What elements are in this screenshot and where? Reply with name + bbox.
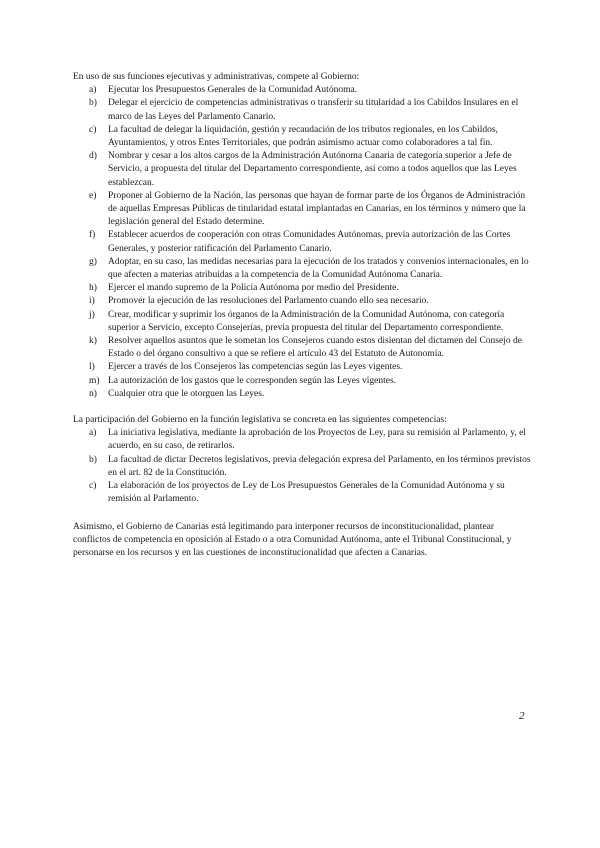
list-item-text: Resolver aquellos asuntos que le sometan los Consejeros cuando estos disientan del dictamen del Consejo de Estado o del órgano consultivo a que se refiere el artículo 43 del Estatuto de Autonomía. <box>108 336 522 360</box>
list-marker: h) <box>89 283 97 294</box>
section-2-intro: La participación del Gobierno en la función legislativa se concreta en las siguientes competencias: <box>73 415 447 426</box>
list-marker: b) <box>89 454 97 465</box>
list-item <box>73 388 533 401</box>
closing-paragraph: Asimismo, el Gobierno de Canarias está legitimando para interponer recursos de inconstitucionalidad, plantear conflictos de competencia en oposición al Estado o a otra Comunidad Autónoma, ante el Tribunal Constitucional, y personarse en los recursos y en las cuestiones de inconstitucionalidad que afecten a Canarias. <box>73 521 512 558</box>
list-item-text: La elaboración de los proyectos de Ley de Los Presupuestos Generales de la Comunidad Autónoma y su remisión al Parlamento. <box>108 481 505 505</box>
list-item-text: Ejecutar los Presupuestos Generales de la Comunidad Autónoma. <box>108 85 358 96</box>
list-marker: c) <box>89 481 97 492</box>
section-1-list <box>73 84 533 401</box>
list-item <box>73 256 533 282</box>
list-item-text: Cualquier otra que le otorguen las Leyes. <box>108 388 265 399</box>
list-item <box>73 229 533 255</box>
list-item <box>73 190 533 230</box>
list-item <box>73 361 533 374</box>
list-marker: b) <box>89 98 97 109</box>
list-marker: k) <box>89 336 97 347</box>
list-item-text: Adoptar, en su caso, las medidas necesarias para la ejecución de los tratados y convenios internacionales, en lo que afecten a materias atribuidas a la competencia de la Comunidad Autónoma Canaria. <box>108 256 529 281</box>
list-item <box>73 97 533 123</box>
list-item-text: La facultad de delegar la liquidación, gestión y recaudación de los tributos regionales, en los Cabildos, Ayuntamientos, y otros Entes Territoriales, que podrán asimismo actuar como colaboradores a tal fin. <box>108 124 498 149</box>
list-item <box>73 375 533 388</box>
list-item <box>73 295 533 308</box>
list-marker: c) <box>89 124 97 135</box>
list-item-text: Establecer acuerdos de cooperación con otras Comunidades Autónomas, previa autorización de las Cortes Generales, y posterior ratificación del Parlamento Canario. <box>108 230 511 254</box>
list-marker: g) <box>89 256 97 267</box>
list-item <box>73 282 533 295</box>
list-marker: d) <box>89 151 97 162</box>
list-marker: f) <box>89 230 96 241</box>
list-item-text: Promover la ejecución de las resoluciones del Parlamento cuando ello sea necesario. <box>108 296 429 307</box>
list-marker: e) <box>89 190 97 201</box>
list-item-text: Proponer al Gobierno de la Nación, las personas que hayan de formar parte de los Órganos de Administración de aquellas Empresas Públicas de titularidad estatal implantadas en Canarias, en los términos y número que la legislación general del Estado determine. <box>108 190 526 228</box>
list-item-text: Crear, modificar y suprimir los órganos de la Administración de la Comunidad Autónoma, con categoría superior a Servicio, excepto Consejerías, previa propuesta del titular del Departamento correspondiente. <box>108 309 505 333</box>
section-1-intro: En uso de sus funciones ejecutivas y administrativas, compete al Gobierno: <box>73 72 360 82</box>
list-item <box>73 480 533 506</box>
list-item-text: Ejercer el mando supremo de la Policía Autónoma por medio del Presidente. <box>108 283 399 294</box>
list-item <box>73 427 533 453</box>
list-marker: m) <box>89 375 100 386</box>
list-item <box>73 150 533 190</box>
list-marker: l) <box>89 362 95 373</box>
list-item-text: La autorización de los gastos que le corresponden según las Leyes vigentes. <box>108 375 397 386</box>
list-marker: j) <box>89 309 95 320</box>
list-marker: a) <box>89 85 97 96</box>
list-marker: a) <box>89 428 97 439</box>
page-number: 2 <box>519 710 525 722</box>
list-item <box>73 309 533 335</box>
document-body <box>73 71 533 560</box>
list-item-text: Delegar el ejercicio de competencias administrativas o transferir su titularidad a los Cabildos Insulares en el marco de las Leyes del Parlamento Canario. <box>108 98 519 122</box>
list-item <box>73 335 533 361</box>
list-item-text: Ejercer a través de los Consejeros las competencias según las Leyes vigentes. <box>108 362 403 373</box>
list-marker: n) <box>89 388 97 399</box>
list-item-text: Nombrar y cesar a los altos cargos de la Administración Autónoma Canaria de categoría superior a Jefe de Servicio, a propuesta del titular del Departamento correspondiente, así como a todos aquellos que las Leyes establezcan. <box>108 151 517 188</box>
list-marker: i) <box>89 296 95 307</box>
list-item <box>73 124 533 150</box>
list-item <box>73 454 533 480</box>
list-item-text: La facultad de dictar Decretos legislativos, previa delegación expresa del Parlamento, en los términos previstos en el art. 82 de la Constitución. <box>108 454 531 478</box>
section-2-list <box>73 427 533 506</box>
list-item-text: La iniciativa legislativa, mediante la aprobación de los Proyectos de Ley, para su remisión al Parlamento, y, el acuerdo, en su caso, de retirarlos. <box>108 428 526 452</box>
spacer <box>73 401 533 414</box>
spacer <box>73 507 533 521</box>
list-item <box>73 84 533 97</box>
